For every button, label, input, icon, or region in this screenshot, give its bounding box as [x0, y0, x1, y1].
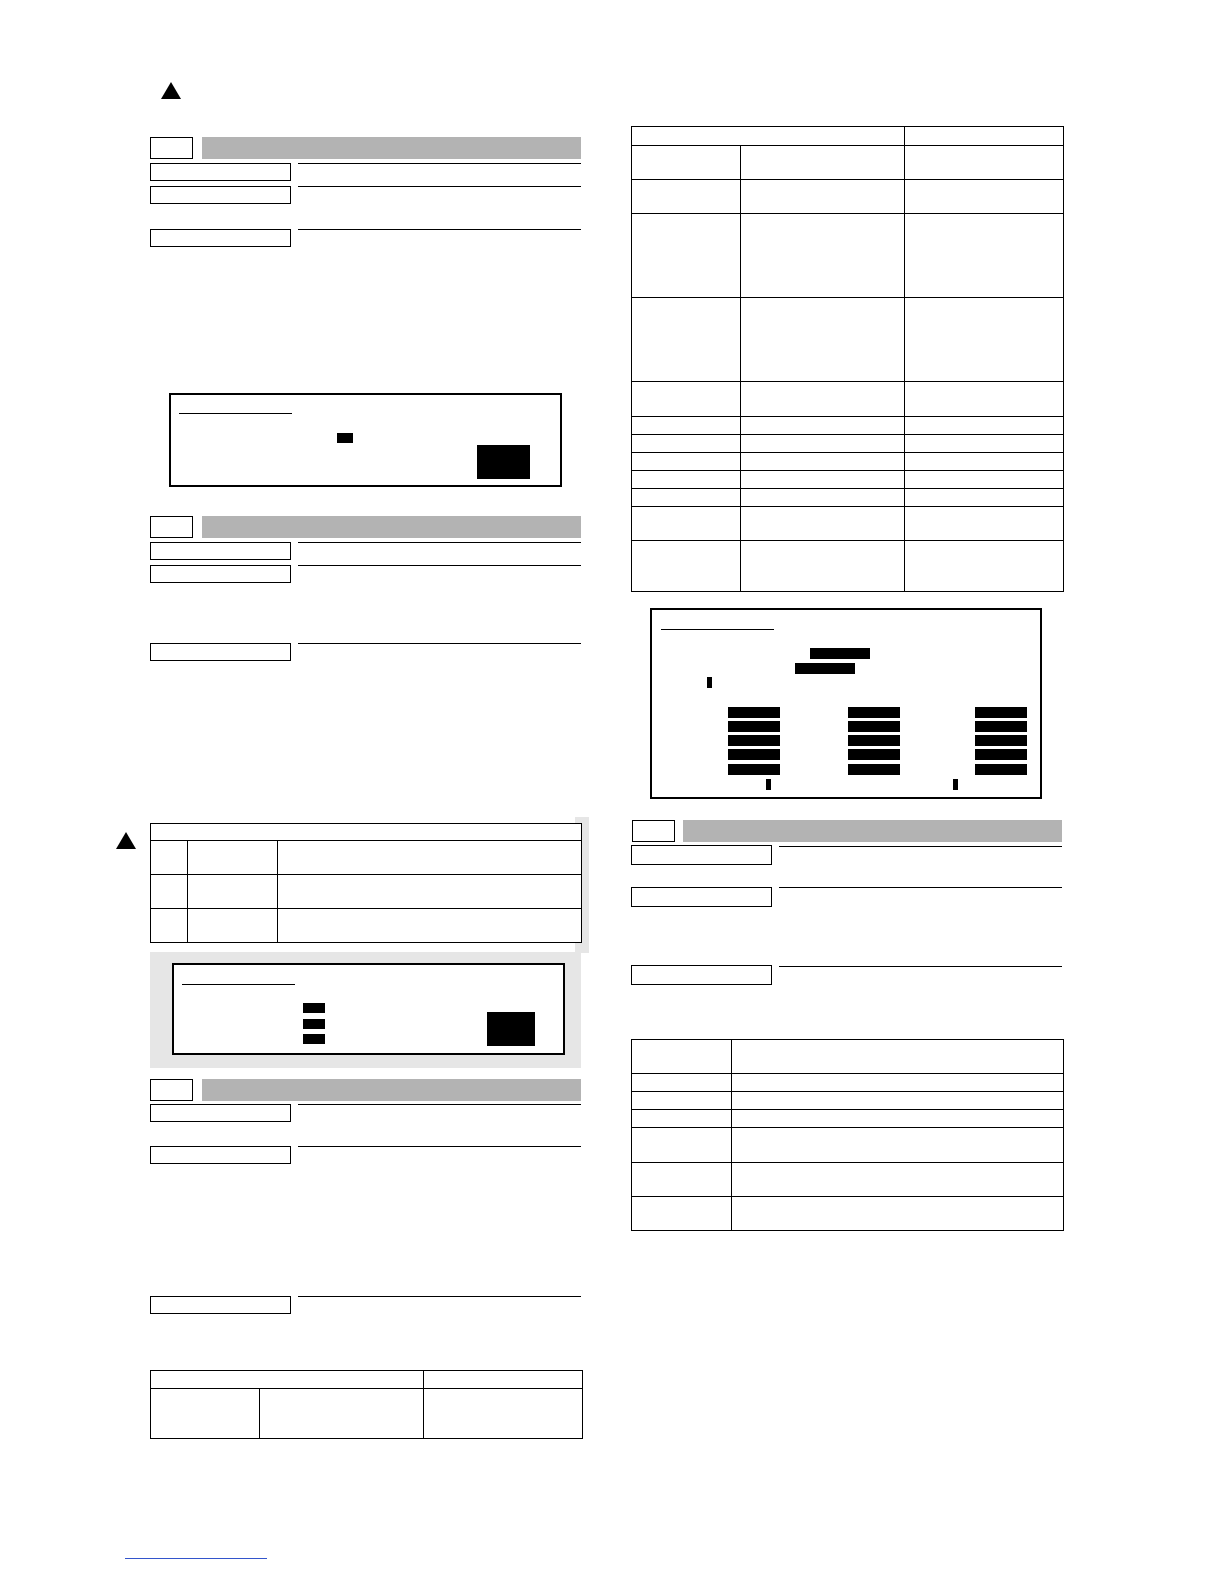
table-cell [741, 507, 905, 541]
table-cell [741, 489, 905, 507]
lcd-screen-title [661, 614, 861, 627]
table-row [151, 1389, 583, 1439]
sim-code-box [150, 1079, 193, 1101]
lcd-screen-title-rule [179, 413, 292, 414]
table-cell [732, 1092, 1064, 1110]
table-row [632, 417, 1064, 435]
purpose-label [150, 542, 291, 560]
table-cell [632, 298, 741, 382]
execute-key[interactable] [477, 445, 530, 479]
table-cell [632, 1092, 732, 1110]
table-header-cell [424, 1371, 583, 1389]
function-rule [779, 887, 1062, 888]
table-cell [632, 1128, 732, 1163]
operation-text [781, 969, 1061, 983]
table-row [632, 1163, 1064, 1197]
table-cell [632, 541, 741, 592]
table-row [632, 471, 1064, 489]
function-rule [298, 565, 581, 566]
table-cell [732, 1040, 1064, 1074]
function-text [300, 568, 580, 582]
table-cell [741, 180, 905, 214]
lcd-value-cell [848, 721, 900, 732]
change-mark-triangle-icon [161, 82, 181, 99]
table-row [151, 909, 582, 943]
table-row [151, 841, 582, 875]
operation-text [300, 1299, 580, 1313]
table-cell [188, 841, 278, 875]
lcd-highlight-value [810, 648, 870, 659]
function-label [631, 887, 772, 907]
lcd-value-cell [728, 707, 780, 718]
lcd-value-cell [975, 707, 1027, 718]
table-cell [905, 507, 1064, 541]
function-text [781, 890, 1061, 904]
lcd-screen-title-rule [661, 629, 774, 630]
lcd-value-cell [848, 707, 900, 718]
lcd-value-cell [975, 721, 1027, 732]
lcd-screen [169, 393, 562, 487]
table-cell [741, 453, 905, 471]
lcd-value-cell [975, 749, 1027, 760]
table-cell [741, 435, 905, 453]
lcd-highlight-value [795, 663, 855, 674]
table-cell [278, 875, 582, 909]
table-cell [632, 507, 741, 541]
table-cell [732, 1074, 1064, 1092]
operation-rule [779, 966, 1062, 967]
lcd-value-cell [728, 721, 780, 732]
table-cell [632, 435, 741, 453]
table-cell [741, 382, 905, 417]
table-row [632, 541, 1064, 592]
table-cell [632, 453, 741, 471]
function-label [150, 565, 291, 583]
purpose-label [150, 1104, 291, 1122]
table-row [632, 435, 1064, 453]
function-text [300, 189, 580, 203]
table-cell [151, 841, 188, 875]
lcd-screen-title [179, 399, 379, 412]
table-cell [278, 909, 582, 943]
right-top-table [631, 126, 1064, 592]
table-cell [632, 417, 741, 435]
function-rule [298, 186, 581, 187]
sim-code-box [150, 516, 193, 538]
table-cell [188, 875, 278, 909]
right-bottom-table [631, 1039, 1064, 1231]
table-cell [741, 541, 905, 592]
table-row [632, 489, 1064, 507]
table-cell [278, 841, 582, 875]
operation-text [300, 646, 580, 660]
table-cell [632, 1197, 732, 1231]
table-cell [741, 471, 905, 489]
table-cell [741, 146, 905, 180]
table-cell [905, 489, 1064, 507]
table-cell [632, 180, 741, 214]
table-cell [151, 875, 188, 909]
purpose-rule [298, 1104, 581, 1105]
table-cell [260, 1389, 424, 1439]
table-cell [732, 1128, 1064, 1163]
purpose-text [300, 166, 580, 180]
lcd-value-cell [848, 735, 900, 746]
footer-link[interactable] [125, 1558, 267, 1559]
table-row [632, 382, 1064, 417]
function-rule [298, 1146, 581, 1147]
function-label [150, 186, 291, 204]
table-cell [632, 471, 741, 489]
table-cell [188, 909, 278, 943]
table-header-cell [151, 1371, 424, 1389]
sim-title-bar [202, 1079, 581, 1101]
operation-label [631, 965, 772, 985]
table-cell [732, 1197, 1064, 1231]
lcd-value-cell [728, 764, 780, 775]
table-cell [741, 214, 905, 298]
table-row [632, 1074, 1064, 1092]
purpose-label [150, 163, 291, 181]
table-cell [632, 489, 741, 507]
lcd-highlight-value [303, 1019, 325, 1029]
table-header-row [151, 1371, 583, 1389]
table-cell [905, 298, 1064, 382]
lcd-value-cell [975, 735, 1027, 746]
purpose-text [300, 1107, 580, 1121]
lcd-cursor [766, 779, 771, 790]
table-cell [905, 417, 1064, 435]
sim-title-bar [202, 137, 581, 159]
bottom-left-table [150, 1370, 583, 1439]
purpose-text [300, 545, 580, 559]
operation-label [150, 643, 291, 661]
table-header-row [151, 824, 582, 841]
table-cell [151, 1389, 260, 1439]
table-row [632, 453, 1064, 471]
table-cell [905, 453, 1064, 471]
table-row [632, 507, 1064, 541]
table-cell [905, 180, 1064, 214]
purpose-text [781, 849, 1061, 863]
function-text [300, 1149, 580, 1163]
table-cell [905, 146, 1064, 180]
lcd-screen-title-rule [182, 984, 295, 985]
lcd-value-cell [848, 749, 900, 760]
table-header-cell [632, 127, 905, 146]
purpose-rule [298, 542, 581, 543]
operation-label [150, 1296, 291, 1314]
table-row [632, 146, 1064, 180]
table-cell [632, 1163, 732, 1197]
change-mark-triangle-icon [116, 832, 136, 849]
table-cell [905, 382, 1064, 417]
item-table [150, 823, 582, 943]
table-cell [905, 214, 1064, 298]
sim-code-box [150, 137, 193, 159]
table-cell [424, 1389, 583, 1439]
table-cell [905, 471, 1064, 489]
lcd-highlight-value [303, 1034, 325, 1044]
table-cell [741, 298, 905, 382]
lcd-value-cell [728, 735, 780, 746]
table-row [632, 1128, 1064, 1163]
table-cell [905, 541, 1064, 592]
table-cell [632, 1074, 732, 1092]
table-header-cell [905, 127, 1064, 146]
purpose-rule [298, 163, 581, 164]
lcd-cursor [953, 779, 958, 790]
lcd-screen-title [182, 969, 382, 982]
operation-label [150, 229, 291, 247]
function-label [150, 1146, 291, 1164]
lcd-value-cell [848, 764, 900, 775]
lcd-screen [172, 963, 565, 1055]
table-row [632, 180, 1064, 214]
sim-code-box [632, 820, 675, 842]
table-header-row [632, 127, 1064, 146]
lcd-value-cell [975, 764, 1027, 775]
table-cell [732, 1163, 1064, 1197]
table-cell [632, 1110, 732, 1128]
lcd-highlight-value [303, 1003, 325, 1013]
table-cell [151, 909, 188, 943]
table-cell [632, 382, 741, 417]
table-cell [632, 214, 741, 298]
table-row [632, 298, 1064, 382]
lcd-highlight-value [337, 433, 353, 443]
sim-title-bar [202, 516, 581, 538]
purpose-rule [779, 846, 1062, 847]
table-cell [741, 417, 905, 435]
operation-rule [298, 229, 581, 230]
lcd-cursor [707, 677, 712, 688]
table-row [632, 1197, 1064, 1231]
table-cell [632, 1040, 732, 1074]
table-row [632, 1092, 1064, 1110]
sim-title-bar [683, 820, 1062, 842]
operation-rule [298, 1296, 581, 1297]
lcd-screen [650, 608, 1042, 799]
operation-rule [298, 643, 581, 644]
table-row [151, 875, 582, 909]
table-cell [905, 435, 1064, 453]
operation-text [300, 232, 580, 246]
table-row [632, 1040, 1064, 1074]
purpose-label [631, 845, 772, 865]
table-cell [732, 1110, 1064, 1128]
table-row [632, 214, 1064, 298]
table-row [632, 1110, 1064, 1128]
lcd-value-cell [728, 749, 780, 760]
table-cell [632, 146, 741, 180]
execute-key[interactable] [487, 1012, 535, 1046]
